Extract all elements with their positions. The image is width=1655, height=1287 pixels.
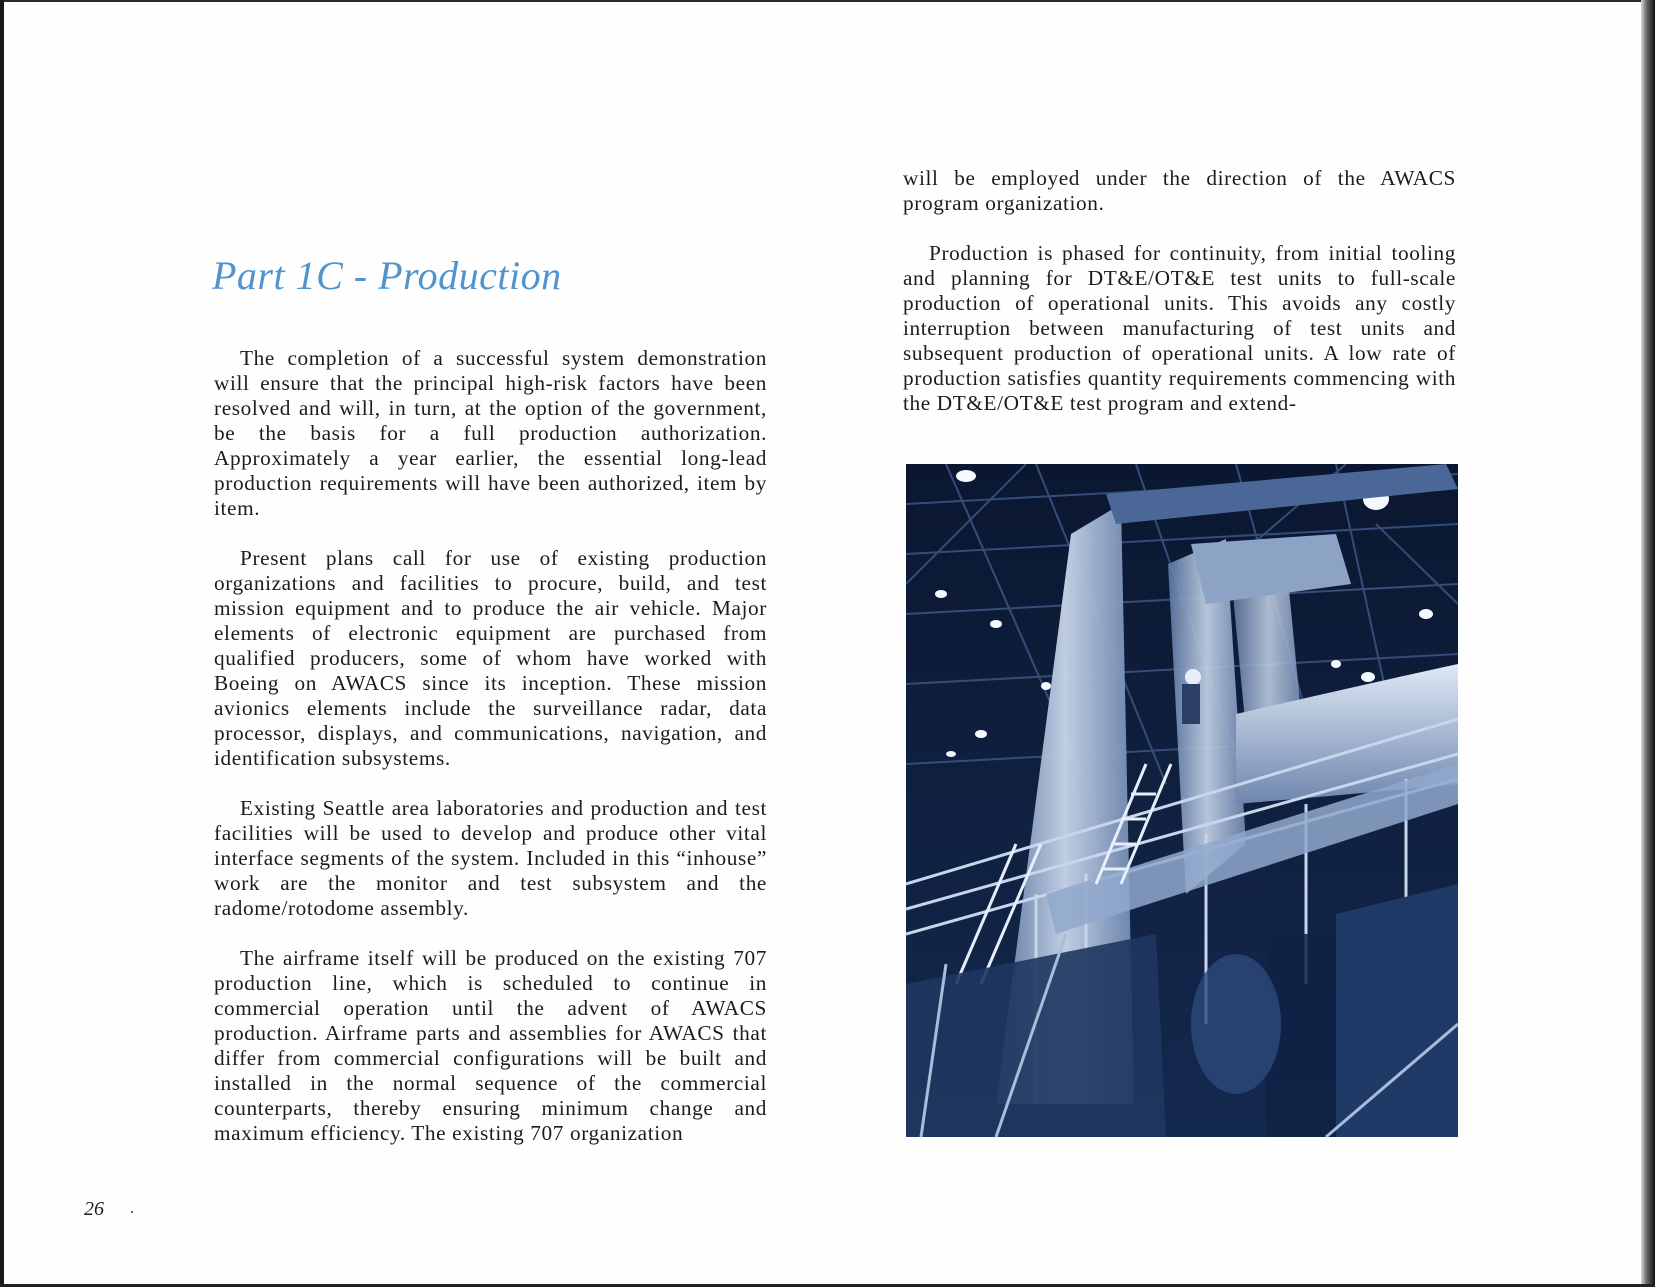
page-binding-edge [1641,0,1655,1287]
paragraph: Present plans call for use of existing production organizations and facilities to procure, build, and test mission equipment and to produce the air vehicle. Major elements of electronic equipment are purchased from qualified producers, some of whom have worked with Boeing on AWACS since its inception. These mission avionics elements include the surveillance radar, data processor, displays, and communications, navigation, and identification subsystems. [214,546,767,770]
right-text-column [903,166,1456,441]
paragraph: Production is phased for continuity, from initial tooling and planning for DT&E/OT&E test units to full-scale production of operational units. This avoids any costly interruption between manufacturing of test units and subsequent production of operational units. A low rate of production satisfies quantity requirements commencing with the DT&E/OT&E test program and extend- [903,241,1456,415]
section-heading: Part 1C - Production [212,253,562,298]
scan-edge-top [0,0,1655,2]
page-mark [131,1211,133,1213]
paragraph: The airframe itself will be produced on the existing 707 production line, which is scheduled to continue in commercial operation until the advent of AWACS production. Airframe parts and assemblies for AWACS that differ from commercial configurations will be built and installed in the normal sequence of the commercial counterparts, thereby ensuring minimum change and maximum efficiency. The existing 707 organization [214,946,767,1145]
factory-photo [906,464,1458,1137]
paragraph: Existing Seattle area laboratories and production and test facilities will be used to develop and produce other vital interface segments of the system. Included in this “inhouse” work are the monitor and test subsystem and the radome/rotodome assembly. [214,796,767,920]
left-text-column [214,346,767,1171]
paragraph-continuation: will be employed under the direction of the AWACS program organization. [903,166,1456,215]
scan-edge-left [0,0,4,1287]
paragraph: The completion of a successful system demonstration will ensure that the principal high-risk factors have been resolved and will, in turn, at the option of the government, be the basis for a full production authorization. Approximately a year earlier, the essential long-lead production requirements will have been authorized, item by item. [214,346,767,520]
page-number: 26 [84,1198,104,1220]
factory-photo-illustration [906,464,1458,1137]
